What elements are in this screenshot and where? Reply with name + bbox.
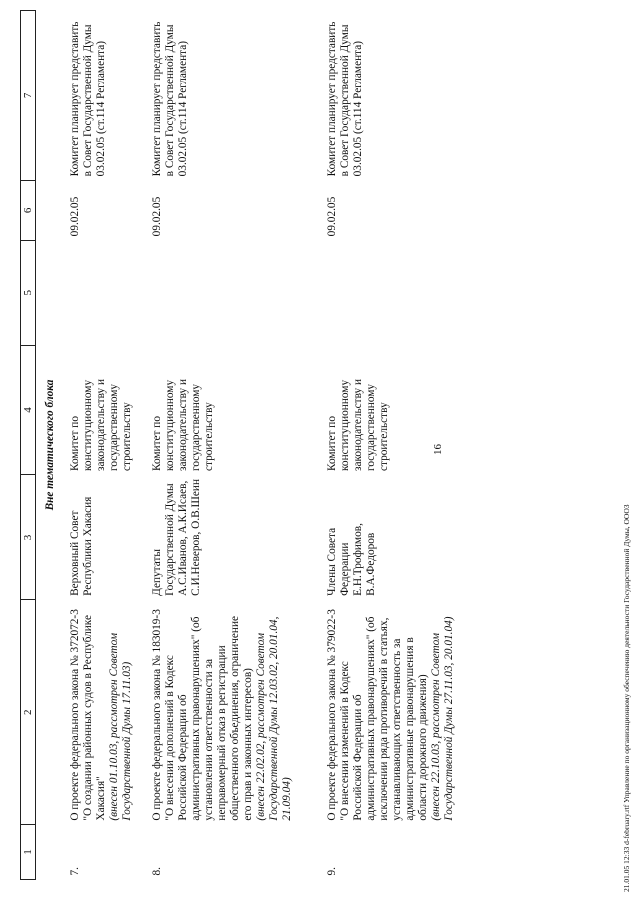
bill-title: О проекте федерального закона № 379022-3 "О внесении изменений в Кодекс Российской Федерации об административных правонарушениях" (об исключении ряда противоречий в статьях, устанавливающих ответственность за административные правонарушения в области дорожного движения) [326,609,429,821]
row-description [149,600,324,825]
row-decision: Комитет планирует представить в Совет Государственной Думы 03.02.05 (ст.114 Регламента) [69,21,107,177]
bill-note: (внесен 22.02.02, рассмотрен Советом Государственной Думы 12.03.02, 20.01.04, 21.09.04) [255,616,293,821]
column-header: 6 [21,180,36,240]
row-col5 [67,240,149,345]
row-number: 9. [326,867,338,876]
row-date: 09.02.05 [326,196,338,237]
column-header: 4 [21,345,36,475]
row-subject: Депутаты Государственной Думы А.С.Иванов, А.К.Исаев, С.И.Неверов, О.В.Шеин [151,478,202,596]
row-description [324,600,458,825]
row-description [67,600,149,825]
table-row [149,11,324,880]
row-subject: Члены Совета Федерации Е.Н.Трофимов, В.А.Федоров [326,523,377,596]
row-number: 7. [69,867,81,876]
bill-title: О проекте федерального закона № 372072-3 "О создании районных судов в Республике Хакасия" [69,609,107,821]
bill-title: О проекте федерального закона № 183019-3 "О внесении дополнений в Кодекс Российской Федерации об административных правонарушениях" (об установлении ответственности за неправомерный отказ в регистрации общественного объединения, ограничение его прав и законных интересов) [151,609,254,821]
row-committee: Комитет по конституционному законодательству и государственному строительству [326,378,390,471]
row-number: 8. [151,867,163,876]
section-row [36,11,68,880]
row-col5 [149,240,324,345]
row-subject: Верховный Совет Республики Хакасия [69,496,94,596]
row-committee: Комитет по конституционному законодательству и государственному строительству [69,378,133,471]
row-decision: Комитет планирует представить в Совет Государственной Думы 03.02.05 (ст.114 Регламента) [151,21,189,177]
agenda-table [20,10,458,880]
row-committee: Комитет по конституционному законодательству и государственному строительству [151,378,215,471]
bill-note: (внесен 01.10.03, рассмотрен Советом Государственной Думы 17.11.03) [108,632,133,821]
column-header-row [21,11,36,880]
column-header: 7 [21,11,36,181]
table-row [67,11,149,880]
column-header: 1 [21,825,36,880]
column-header: 2 [21,600,36,825]
column-header: 3 [21,475,36,600]
table-row [324,11,458,880]
bill-note: (внесен 22.10.03, рассмотрен Советом Государственной Думы 27.11.03, 20.01.04) [430,616,455,821]
page-number: 16 [432,444,444,455]
document-footer: 21.01.05 12:33 d-february.rtf Управление по организационному обеспечению деятельности Государственной Думы, ООО3 [622,504,631,892]
section-title: Вне тематического блока [44,379,56,511]
row-decision: Комитет планирует представить в Совет Государственной Думы 03.02.05 (ст.114 Регламента) [326,21,364,177]
row-date: 09.02.05 [69,196,81,237]
row-col5 [324,240,458,345]
row-date: 09.02.05 [151,196,163,237]
column-header: 5 [21,240,36,345]
